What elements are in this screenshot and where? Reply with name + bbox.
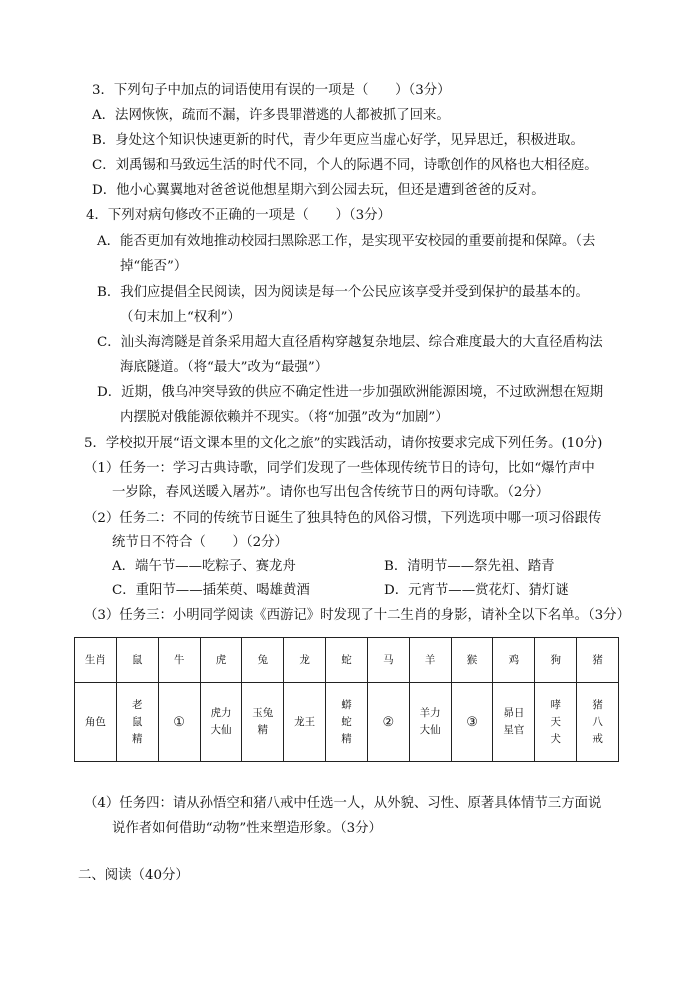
cell-line: 精	[132, 732, 143, 745]
table-header-cell: 羊	[409, 638, 451, 683]
cell-line: 龙王	[294, 715, 316, 728]
table-cell	[242, 683, 284, 762]
cell-line: 戒	[592, 732, 603, 745]
cell-line: 八	[592, 715, 603, 728]
cell-line: 犬	[550, 732, 561, 745]
q4-option-a: A．能否更加有效地推动校园扫黑除恶工作，是实现平安校园的重要前提和保障。（去	[97, 234, 596, 249]
q4-option-c: C．汕头海湾隧是首条采用超大直径盾构穿越复杂地层、综合难度最大的大直径盾构法	[97, 335, 603, 350]
table-header-cell: 狗	[535, 638, 577, 683]
table-header-cell: 鼠	[116, 638, 158, 683]
q5-task2-option-c: C．重阳节——插茱萸、喝雄黄酒	[112, 583, 310, 598]
section-heading-reading: 二、阅读（40分）	[78, 868, 189, 883]
table-header-cell: 鸡	[493, 638, 535, 683]
table-header-cell: 虎	[200, 638, 242, 683]
zodiac-header-row	[75, 638, 619, 683]
cell-line: 蟒	[341, 698, 352, 711]
q5-task2-option-d: D．元宵节——赏花灯、猜灯谜	[384, 583, 569, 598]
q3-option-b: B．身处这个知识快速更新的时代，青少年更应当虚心好学，见异思迁，积极进取。	[92, 133, 584, 148]
table-cell	[577, 683, 619, 762]
q4-option-a-cont: 掉“能否”）	[120, 259, 188, 274]
cell-line: 星官	[503, 724, 525, 736]
cell-line: 蛇	[341, 715, 352, 728]
table-cell	[284, 683, 326, 762]
q3-option-a: A．法网恢恢，疏而不漏，许多畏罪潜逃的人都被抓了回来。	[92, 108, 450, 123]
zodiac-role-row	[75, 683, 619, 762]
blank-cell-3	[451, 683, 493, 762]
q4-option-b: B．我们应提倡全民阅读，因为阅读是每一个公民应该享受并受到保护的最基本的。	[97, 285, 589, 300]
table-header-cell: 兔	[242, 638, 284, 683]
cell-line: 天	[550, 715, 561, 728]
q4-option-d: D．近期，俄乌冲突导致的供应不确定性进一步加强欧洲能源困境，不过欧洲想在短期	[97, 385, 604, 400]
table-cell	[200, 683, 242, 762]
q5-task2-cont: 统节日不符合（ ）（2分）	[112, 535, 288, 550]
q5-task2: （2）任务二：不同的传统节日诞生了独具特色的风俗习惯，下列选项中哪一项习俗跟传	[84, 511, 602, 526]
cell-line: 大仙	[210, 724, 232, 736]
cell-line: 羊力	[419, 707, 441, 719]
table-header-cell: 猪	[577, 638, 619, 683]
q5-task4-cont: 说作者如何借助“动物”性来塑造形象。（3分）	[112, 821, 382, 836]
q3-stem: 3．下列句子中加点的词语使用有误的一项是（ ）（3分）	[92, 83, 451, 98]
q4-option-c-cont: 海底隧道。（将“最大”改为“最强”）	[120, 360, 329, 375]
q5-task2-option-b: B．清明节——祭先祖、踏青	[384, 559, 555, 574]
q4-stem: 4．下列对病句修改不正确的一项是（ ）（3分）	[86, 208, 391, 223]
table-cell	[326, 683, 368, 762]
blank-cell-1	[158, 683, 200, 762]
table-header-cell: 牛	[158, 638, 200, 683]
cell-line: 精	[257, 724, 269, 736]
cell-line: 鼠	[132, 715, 143, 728]
q5-task2-option-a: A．端午节——吃粽子、赛龙舟	[112, 559, 296, 574]
table-header-cell: 生肖	[75, 638, 117, 683]
zodiac-table	[74, 637, 619, 762]
cell-line: 哮	[550, 698, 561, 711]
table-cell	[535, 683, 577, 762]
cell-line: ③	[466, 714, 478, 730]
cell-line: 猪	[592, 698, 603, 711]
table-cell	[116, 683, 158, 762]
q3-option-c: C．刘禹锡和马致远生活的时代不同，个人的际遇不同，诗歌创作的风格也大相径庭。	[92, 158, 598, 173]
q5-task4: （4）任务四：请从孙悟空和猪八戒中任选一人，从外貌、习性、原著具体情节三方面说	[84, 796, 602, 811]
table-header-cell: 蛇	[326, 638, 368, 683]
q4-option-d-cont: 内摆脱对俄能源依赖并不现实。（将“加强”改为“加剧”）	[120, 410, 449, 425]
cell-line: 精	[341, 732, 352, 745]
table-cell	[493, 683, 535, 762]
q5-task1: （1）任务一：学习古典诗歌，同学们发现了一些体现传统节日的诗句，比如“爆竹声中	[84, 461, 595, 476]
cell-line: 大仙	[419, 724, 441, 736]
table-header-cell: 猴	[451, 638, 493, 683]
table-header-cell: 马	[367, 638, 409, 683]
table-cell	[409, 683, 451, 762]
cell-line: ②	[382, 714, 395, 730]
cell-line: 昴日	[503, 707, 525, 719]
cell-line: 虎力	[210, 707, 232, 719]
cell-line: 玉兔	[252, 707, 274, 719]
q5-task1-cont: 一岁除，春风送暖入屠苏”。请你也写出包含传统节日的两句诗歌。（2分）	[112, 485, 550, 500]
table-row-label: 角色	[75, 683, 117, 762]
table-header-cell: 龙	[284, 638, 326, 683]
cell-line: ①	[173, 714, 185, 730]
q4-option-b-cont: （句末加上“权利”）	[120, 310, 241, 325]
q3-option-d: D．他小心翼翼地对爸爸说他想星期六到公园去玩，但还是遭到爸爸的反对。	[92, 183, 545, 198]
q5-stem: 5．学校拟开展“语文课本里的文化之旅”的实践活动，请你按要求完成下列任务。(10分)	[84, 436, 603, 451]
cell-line: 老	[132, 698, 143, 711]
blank-cell-2	[367, 683, 409, 762]
q5-task3: （3）任务三：小明同学阅读《西游记》时发现了十二生肖的身影，请补全以下名单。（3分）	[84, 608, 630, 623]
